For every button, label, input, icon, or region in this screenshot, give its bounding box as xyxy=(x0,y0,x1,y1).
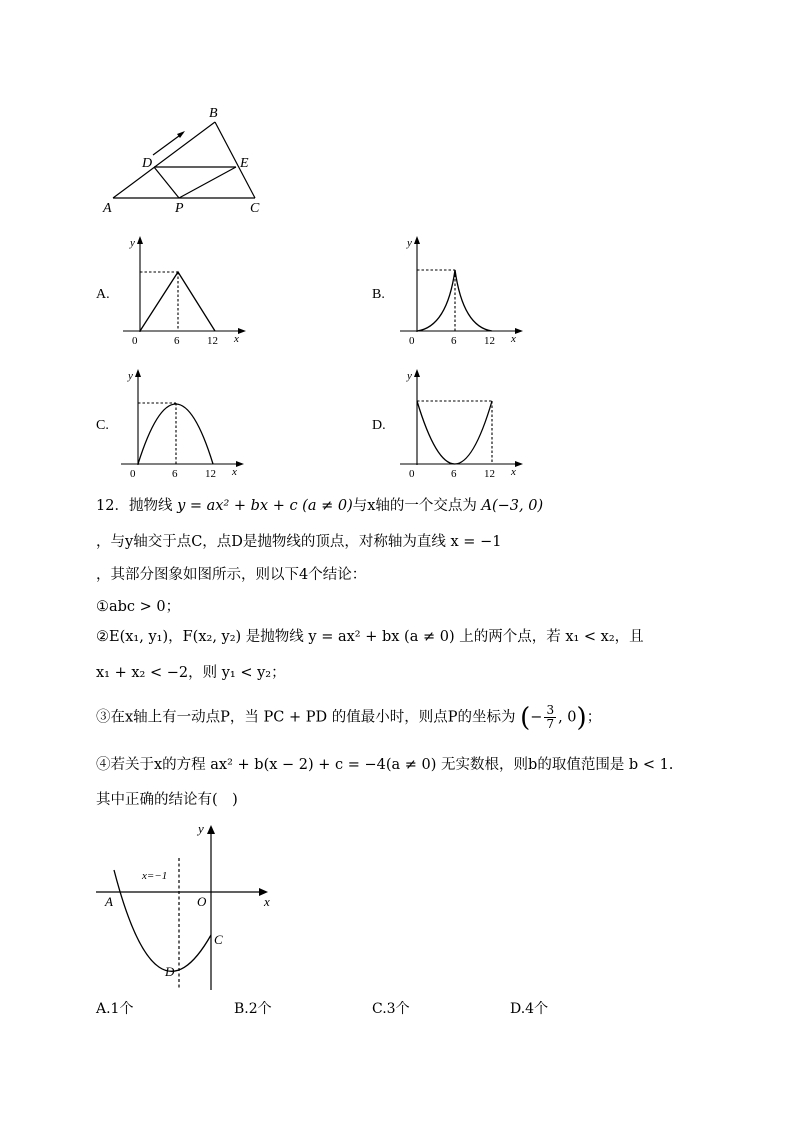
svg-text:12: 12 xyxy=(484,468,495,480)
svg-text:x: x xyxy=(511,333,516,345)
question-prompt: 其中正确的结论有( ) xyxy=(96,792,238,808)
option-c-graph[interactable] xyxy=(113,365,248,483)
svg-text:6: 6 xyxy=(172,468,178,480)
svg-text:x: x xyxy=(264,894,270,909)
svg-text:6: 6 xyxy=(451,468,457,480)
label-E: E xyxy=(240,156,249,171)
option-c-letter[interactable]: C. xyxy=(96,418,109,433)
svg-text:0: 0 xyxy=(409,335,415,347)
svg-text:0: 0 xyxy=(130,468,136,480)
svg-text:0: 0 xyxy=(132,335,138,347)
label-D: D xyxy=(142,156,153,171)
svg-text:A: A xyxy=(105,894,113,909)
q12-line-2: ，与y轴交于点C，点D是抛物线的顶点，对称轴为直线 x = −1 xyxy=(96,534,502,550)
svg-text:12: 12 xyxy=(205,468,216,480)
label-B: B xyxy=(209,106,218,121)
svg-text:0: 0 xyxy=(409,468,415,480)
option-a-graph[interactable] xyxy=(115,232,250,350)
conclusion-3: ③在x轴上有一动点P，当 PC + PD 的值最小时，则点P的坐标为 (− $\frac{3}{7}$ , 0)； xyxy=(96,702,602,733)
svg-text:y: y xyxy=(130,237,135,249)
answer-b[interactable]: B.2个 xyxy=(234,1001,272,1017)
answer-a[interactable]: A.1个 xyxy=(96,1001,134,1017)
triangle-figure xyxy=(95,100,275,220)
label-A: A xyxy=(103,201,112,216)
answer-c[interactable]: C.3个 xyxy=(372,1001,410,1017)
svg-text:y: y xyxy=(407,370,412,382)
label-P: P xyxy=(175,201,184,216)
svg-text:x: x xyxy=(234,333,239,345)
conclusion-2b: x₁ + x₂ < −2，则 y₁ < y₂； xyxy=(96,665,286,681)
svg-text:x: x xyxy=(232,466,237,478)
option-d-letter[interactable]: D. xyxy=(372,418,386,433)
svg-text:y: y xyxy=(128,370,133,382)
answer-d[interactable]: D.4个 xyxy=(510,1001,549,1017)
conclusion-2a: ②E(x₁, y₁)，F(x₂, y₂) 是抛物线 y = ax² + bx (a ≠ 0) 上的两个点，若 x₁ < x₂，且 xyxy=(96,629,644,645)
svg-text:x=−1: x=−1 xyxy=(142,870,168,882)
svg-text:x: x xyxy=(511,466,516,478)
svg-text:12: 12 xyxy=(484,335,495,347)
svg-text:C: C xyxy=(214,932,223,947)
option-b-letter[interactable]: B. xyxy=(372,287,385,302)
option-d-graph[interactable] xyxy=(392,365,527,483)
svg-text:D: D xyxy=(165,964,175,979)
conclusion-1: ①abc > 0； xyxy=(96,599,181,615)
svg-text:12: 12 xyxy=(207,335,218,347)
q12-line-1: 12．抛物线 y = ax² + bx + c (a ≠ 0)与x轴的一个交点为 A(−3, 0) xyxy=(96,498,544,514)
parabola-figure xyxy=(90,820,290,995)
conclusion-4: ④若关于x的方程 ax² + b(x − 2) + c = −4(a ≠ 0) 无实数根，则b的取值范围是 b < 1. xyxy=(96,757,674,773)
svg-text:6: 6 xyxy=(174,335,180,347)
option-a-letter[interactable]: A. xyxy=(96,287,110,302)
svg-text:y: y xyxy=(407,237,412,249)
q12-line-3: ，其部分图象如图所示，则以下4个结论： xyxy=(96,567,367,583)
svg-text:6: 6 xyxy=(451,335,457,347)
label-C: C xyxy=(250,201,260,216)
option-b-graph[interactable] xyxy=(392,232,527,350)
svg-text:O: O xyxy=(197,894,207,909)
svg-text:y: y xyxy=(198,821,204,836)
